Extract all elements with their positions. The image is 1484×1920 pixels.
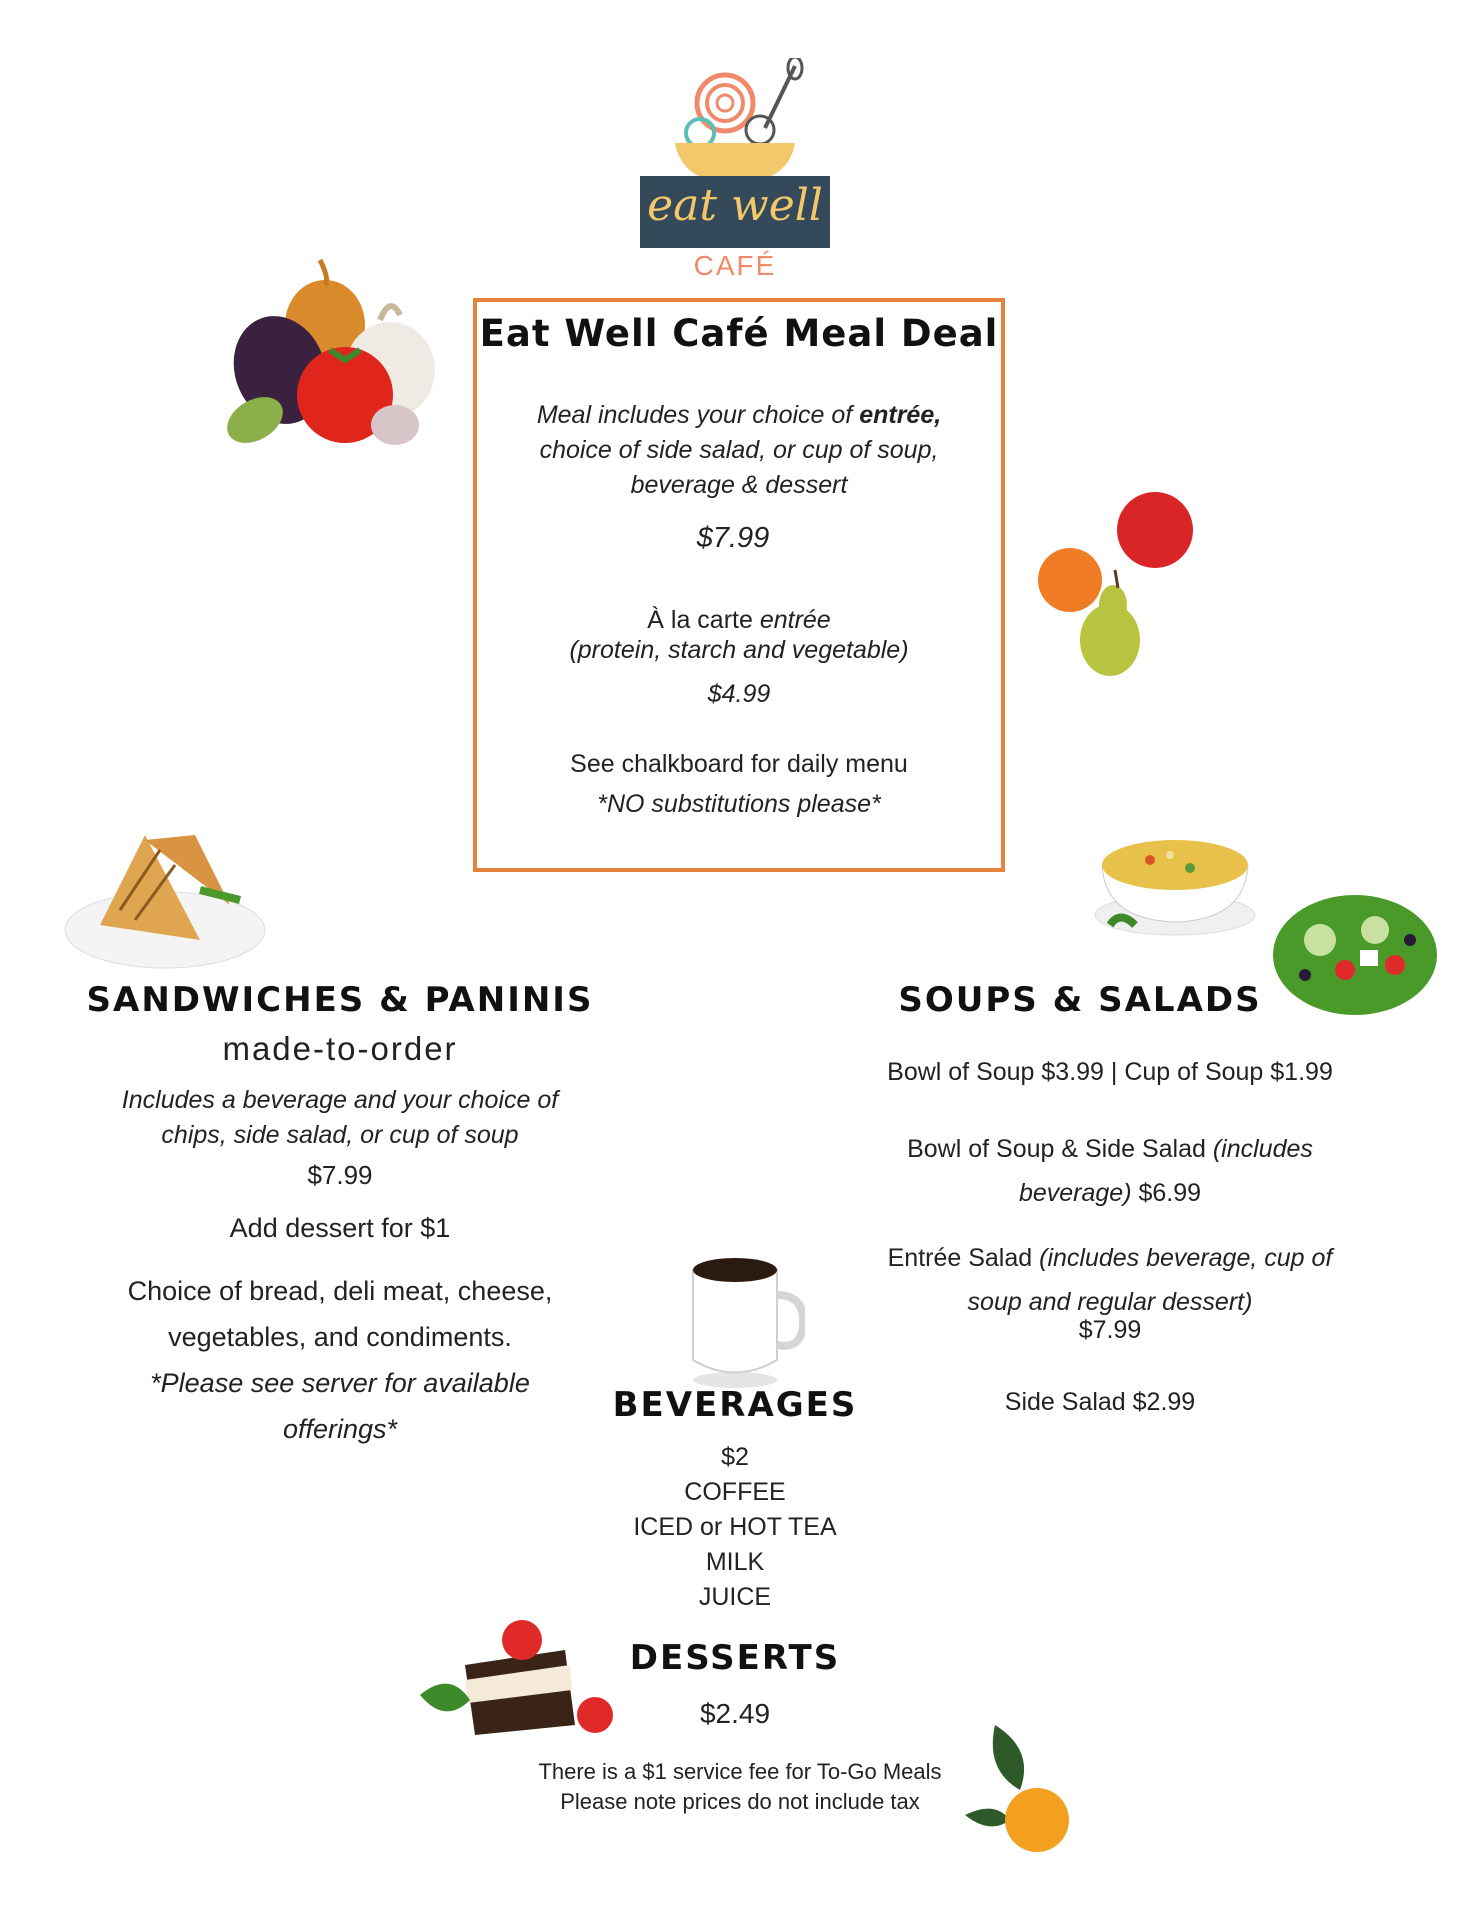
soup-bowl-illustration	[1090, 830, 1260, 940]
choice-line-1: Choice of bread, deli meat, cheese,	[127, 1276, 553, 1306]
side-salad: Side Salad $2.99	[1004, 1388, 1196, 1416]
tax-note: Please note prices do not include tax	[560, 1789, 920, 1814]
entree-salad-price: $7.99	[1078, 1316, 1142, 1344]
choice-line-2: vegetables, and condiments.	[168, 1322, 512, 1352]
entree-salad	[840, 1236, 1380, 1324]
desserts-heading: DESSERTS	[629, 1638, 841, 1678]
beverage-item: MILK	[705, 1548, 765, 1576]
combo-includes: (includes	[1212, 1135, 1313, 1163]
includes-line-1: Includes a beverage and your choice of	[121, 1086, 559, 1114]
bowl-spiral-icon	[670, 58, 810, 188]
sandwiches-choices	[80, 1268, 600, 1452]
sandwiches-subheading: made-to-order	[222, 1030, 458, 1067]
desc-bold: entrée,	[859, 401, 942, 429]
fruits-illustration	[1030, 490, 1210, 680]
salad-illustration	[1265, 870, 1445, 1020]
coffee-mug-illustration	[685, 1250, 805, 1390]
desc-text: Meal includes your choice of	[536, 401, 860, 429]
logo-cafe: CAFÉ	[693, 250, 777, 281]
beverages-heading: BEVERAGES	[612, 1385, 858, 1425]
alacarte-block	[473, 605, 1005, 665]
note-line-2: offerings*	[282, 1414, 398, 1444]
cafe-logo	[640, 58, 840, 288]
soups-heading: SOUPS & SALADS	[898, 980, 1262, 1020]
chalkboard-note: See chalkboard for daily menu	[570, 750, 908, 778]
sandwiches-price: $7.99	[307, 1160, 373, 1190]
sandwiches-heading: SANDWICHES & PANINIS	[86, 980, 594, 1020]
alacarte-entree: entrée	[759, 606, 831, 634]
alacarte-label: À la carte	[647, 606, 760, 634]
sandwich-illustration	[60, 830, 270, 970]
no-substitutions-note: *NO substitutions please*	[597, 790, 881, 818]
meal-deal-title: Eat Well Café Meal Deal	[479, 312, 999, 355]
vegetables-illustration	[215, 255, 455, 445]
alacarte-sub: (protein, starch and vegetable)	[569, 636, 909, 664]
combo-price: $6.99	[1131, 1179, 1202, 1207]
beverages-price: $2	[721, 1443, 749, 1471]
entree-salad-label: Entrée Salad	[887, 1244, 1040, 1272]
beverage-item: JUICE	[698, 1583, 772, 1611]
beverages-list	[580, 1440, 890, 1615]
beverage-item: COFFEE	[684, 1478, 786, 1506]
soup-salad-combo	[840, 1127, 1380, 1215]
meal-deal-box	[473, 298, 1005, 872]
sandwiches-includes	[80, 1083, 600, 1153]
desserts-price: $2.49	[699, 1698, 771, 1729]
entree-includes: (includes beverage, cup of	[1039, 1244, 1333, 1272]
meal-deal-price: $7.99	[696, 522, 770, 554]
beverage-item: ICED or HOT TEA	[633, 1513, 837, 1541]
to-go-fee-note: There is a $1 service fee for To-Go Meals	[538, 1759, 942, 1784]
meal-deal-description	[473, 398, 1005, 503]
combo-label: Bowl of Soup & Side Salad	[907, 1135, 1213, 1163]
add-dessert: Add dessert for $1	[229, 1213, 451, 1243]
includes-line-2: chips, side salad, or cup of soup	[161, 1121, 519, 1149]
entree-includes-2: soup and regular dessert)	[967, 1288, 1253, 1316]
note-line-1: *Please see server for available	[150, 1368, 530, 1398]
alacarte-price: $4.99	[707, 680, 771, 708]
logo-word: eat well	[647, 180, 823, 231]
desc-line-3: beverage & dessert	[630, 471, 848, 499]
combo-beverage: beverage)	[1018, 1179, 1132, 1207]
desc-line-2: choice of side salad, or cup of soup,	[539, 436, 939, 464]
soup-bowl-cup: Bowl of Soup $3.99 | Cup of Soup $1.99	[887, 1058, 1333, 1086]
footer-notes	[440, 1757, 1040, 1817]
